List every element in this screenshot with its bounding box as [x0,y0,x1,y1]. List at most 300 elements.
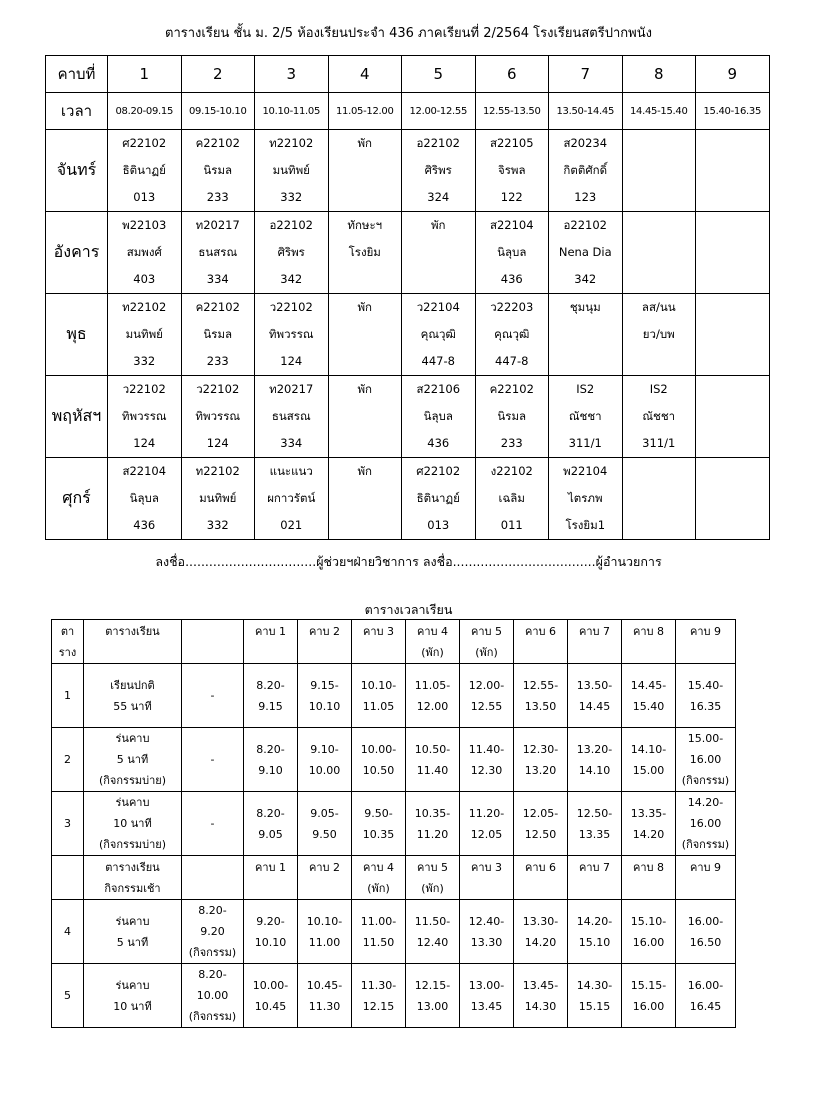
time-line: 11.00- [360,914,397,928]
time-line: 13.35 [578,827,611,841]
class-cell [181,130,255,212]
description-line: 5 นาที [116,935,149,949]
class-cell-line: มนทิพย์ [199,491,237,505]
schedule-row [52,664,736,728]
class-cell-line: ว22104 [416,300,460,314]
day-name: พุธ [46,294,108,376]
period-header [298,620,352,664]
class-cell-line: 447-8 [495,354,529,368]
schedule-number: 2 [52,728,84,792]
time-line: 13.35- [630,806,667,820]
class-cell-line: ส22105 [489,136,534,150]
time-line: 14.20- [687,796,724,809]
time-line: 11.05- [414,678,451,692]
class-cell [328,294,402,376]
activity-line: 8.20- [198,968,227,981]
schedule-row [52,792,736,856]
description-line: 55 นาที [113,699,152,713]
time-line: 12.50 [524,827,557,841]
empty-cell [182,856,244,900]
period-header [460,856,514,900]
period-number: 5 [402,56,476,93]
class-cell [108,130,182,212]
class-cell-line: อ22102 [416,136,460,150]
time-line: 13.50- [576,678,613,692]
class-cell-line: 124 [280,354,303,368]
class-cell [181,294,255,376]
period-header-line: คาบ 8 [632,625,664,638]
class-cell [255,130,329,212]
class-cell-line: 332 [133,354,156,368]
class-cell-line [696,130,769,157]
time-line: 10.50 [362,763,395,777]
time-line: 8.20- [256,678,285,692]
class-cell [402,458,476,540]
time-line: 14.10 [578,763,611,777]
day-row [46,212,770,294]
activity-line: - [210,689,215,702]
table-number-header [52,620,84,664]
period-header-line: (พัก) [475,646,498,659]
time-line: 13.45- [522,978,559,992]
class-cell-line [696,485,769,512]
class-cell-line: ค22102 [195,300,240,314]
period-header-line: คาบ 2 [308,861,340,874]
period-number: 3 [255,56,329,93]
time-cell [298,900,352,964]
time-line: 13.20- [576,742,613,756]
class-cell-line [623,348,696,375]
class-cell-line: 233 [206,354,229,368]
class-cell [181,376,255,458]
class-cell [475,458,549,540]
time-cell [298,728,352,792]
class-cell-line: ศิริพร [424,163,452,177]
class-cell-line: ท22102 [122,300,167,314]
time-cell [406,900,460,964]
period-header-line: คาบ 1 [254,625,286,638]
period-header-line: คาบ 4 [362,861,394,874]
class-cell-line: นิลุบล [423,409,453,423]
class-cell-line: 403 [133,272,156,286]
class-cell [108,458,182,540]
class-cell-line [696,403,769,430]
period-number: 9 [696,56,770,93]
description-line: เรียนปกติ [110,678,155,692]
time-line: 9.50- [364,806,393,820]
class-cell-line [696,348,769,375]
time-cell [514,964,568,1028]
class-cell [696,212,770,294]
class-cell [475,130,549,212]
class-cell-line: ยว/บพ [642,327,675,341]
class-cell-line [329,157,402,184]
class-cell-line [696,294,769,321]
time-line: 11.40 [416,763,449,777]
class-cell [255,376,329,458]
period-header-line: (พัก) [367,882,390,895]
activity-line: 9.20 [200,925,225,938]
class-cell-line: พัก [430,218,446,232]
time-line: 14.20 [632,827,665,841]
time-cell [622,728,676,792]
class-cell [255,458,329,540]
class-cell-line: พัก [357,382,373,396]
class-cell-line [696,157,769,184]
time-cell [514,792,568,856]
period-number: 2 [181,56,255,93]
period-header-row [46,56,770,93]
time-line: 9.50 [312,827,337,841]
class-cell-line: ว22102 [269,300,313,314]
class-cell-line: มนทิพย์ [272,163,310,177]
time-line: (กิจกรรม) [681,838,730,851]
time-line: 9.10- [310,742,339,756]
time-line: 10.10 [308,699,341,713]
time-cell [352,792,406,856]
time-line: 13.30- [522,914,559,928]
period-time: 12.00-12.55 [402,93,476,130]
class-cell-line [329,321,402,348]
class-cell-line: 334 [206,272,229,286]
class-cell-line: ว22102 [122,382,166,396]
schedule-row [52,964,736,1028]
class-cell-line [623,239,696,266]
schedule-header [84,856,182,900]
time-cell [568,900,622,964]
class-cell-line: ค22102 [195,136,240,150]
period-header [406,856,460,900]
time-line: 16.35 [689,699,722,713]
time-cell [676,964,736,1028]
activity-cell [182,728,244,792]
class-cell-line: ส20234 [563,136,608,150]
class-cell-line: ไตรภพ [567,491,603,505]
period-time: 12.55-13.50 [475,93,549,130]
class-cell-line: 013 [133,190,156,204]
time-line: 10.45 [254,999,287,1013]
time-line: 10.10- [360,678,397,692]
class-cell [622,130,696,212]
class-cell-line: จิรพล [497,163,526,177]
schedule-row [52,728,736,792]
time-line: 9.15 [258,699,283,713]
class-cell-line: อ22102 [269,218,313,232]
time-line: 11.50- [414,914,451,928]
period-header-line: คาบ 1 [254,861,286,874]
class-cell [549,212,623,294]
class-cell-line: ทิพวรรณ [195,409,241,423]
time-line: 16.00- [687,914,724,928]
schedule-description [84,728,182,792]
time-cell [676,792,736,856]
time-cell [622,900,676,964]
period-time-table [51,619,736,1028]
period-time: 15.40-16.35 [696,93,770,130]
time-line: 10.00 [308,763,341,777]
description-line: 10 นาที [113,999,152,1013]
class-cell-line [549,321,622,348]
time-line: 10.00- [360,742,397,756]
time-line: 12.30- [522,742,559,756]
class-cell [475,212,549,294]
class-cell-line: 013 [427,518,450,532]
class-cell [622,376,696,458]
time-cell [406,664,460,728]
time-cell [352,900,406,964]
class-cell-line: ว22102 [196,382,240,396]
class-cell-line [623,212,696,239]
class-cell-line [329,403,402,430]
period-time: 08.20-09.15 [108,93,182,130]
period-header [352,856,406,900]
class-cell [108,212,182,294]
morning-activity-header [52,856,736,900]
class-cell-line: 334 [280,436,303,450]
class-cell [549,458,623,540]
time-line: 11.20 [416,827,449,841]
day-name: ศุกร์ [46,458,108,540]
class-cell-line: เฉลิม [498,491,525,505]
class-cell [402,376,476,458]
class-cell-line: 311/1 [642,436,676,450]
schedule-description [84,900,182,964]
period-header [622,856,676,900]
class-cell-line: คุณวุฒิ [494,327,530,341]
time-line: 16.50 [689,935,722,949]
time-line: 9.05- [310,806,339,820]
class-cell-line: นิรมล [203,327,233,341]
time-line: 12.05- [522,806,559,820]
class-cell-line: นิลุบล [497,245,527,259]
class-cell-line: 436 [133,518,156,532]
class-cell-line [623,512,696,539]
time-line: 10.00- [252,978,289,992]
period-header-line: คาบ 5 [470,625,502,638]
period-header-label: คาบที่ [46,56,108,93]
time-cell [352,964,406,1028]
time-line: 15.10 [578,935,611,949]
header-line: ตา [60,625,75,638]
time-cell [514,728,568,792]
time-cell [298,664,352,728]
class-cell-line: 332 [206,518,229,532]
time-line: 15.15 [578,999,611,1013]
description-line: ร่นคาบ [115,796,150,809]
time-cell [244,728,298,792]
time-line: 10.35- [414,806,451,820]
day-name: พฤหัสฯ [46,376,108,458]
schedule-description [84,964,182,1028]
time-cell [244,664,298,728]
period-time: 13.50-14.45 [549,93,623,130]
time-line: 13.00 [416,999,449,1013]
time-line: 12.55- [522,678,559,692]
class-cell-line: ทิพวรรณ [121,409,167,423]
day-row [46,458,770,540]
description-line: (กิจกรรมบ่าย) [98,774,167,787]
time-line: 12.50- [576,806,613,820]
signature-line: ลงชื่อ.................................ผู้ช่วยฯฝ่ายวิชาการ ลงชื่อ....................................ผู้อำนวยการ [155,554,662,569]
time-cell [460,664,514,728]
class-cell-line: ณัชชา [642,409,676,423]
class-cell-line: นิรมล [203,163,233,177]
class-cell-line: 311/1 [568,436,602,450]
class-cell [696,294,770,376]
period-header-line: คาบ 3 [362,625,394,638]
class-cell-line: มนทิพย์ [125,327,163,341]
class-timetable [45,55,770,540]
class-cell-line: ส22106 [416,382,461,396]
class-cell-line: กิตติศักดิ์ [563,163,608,177]
class-cell-line: ศ22102 [122,136,167,150]
time-line: 13.30 [470,935,503,949]
class-cell-line: 342 [280,272,303,286]
class-cell [108,294,182,376]
period-header [460,620,514,664]
time-line: 12.40 [416,935,449,949]
time-line: 14.30- [576,978,613,992]
class-cell-line: ชุมนุม [569,300,601,314]
class-cell-line [329,430,402,457]
class-cell-line: ท22102 [269,136,314,150]
class-cell-line: ท20217 [269,382,314,396]
time-line: 10.10 [254,935,287,949]
period-time: 10.10-11.05 [255,93,329,130]
class-cell-line: ส22104 [489,218,534,232]
period-header [244,856,298,900]
time-line: 14.10- [630,742,667,756]
time-cell [460,792,514,856]
activity-line: - [210,817,215,830]
class-cell-line: คุณวุฒิ [420,327,456,341]
period-table-header [52,620,736,664]
period-time: 09.15-10.10 [181,93,255,130]
class-cell-line: Nena Dia [558,245,612,259]
time-cell [622,792,676,856]
activity-cell [182,964,244,1028]
time-cell [352,728,406,792]
class-cell-line: โรงยิม [348,245,381,259]
time-line: 14.30 [524,999,557,1013]
time-line: 10.50- [414,742,451,756]
period-header-line: คาบ 7 [578,625,610,638]
time-line: 15.15- [630,978,667,992]
class-cell-line: พัก [357,300,373,314]
class-cell [622,458,696,540]
class-cell-line: แนะแนว [269,464,313,478]
time-cell [298,792,352,856]
class-cell-line [402,266,475,293]
time-line: 11.05 [362,699,395,713]
period-header-line: คาบ 3 [470,861,502,874]
description-line: ร่นคาบ [115,732,150,745]
time-line: 16.00 [632,935,665,949]
time-line: 9.20- [256,914,285,928]
time-line: 16.00 [689,753,722,766]
period-header [406,620,460,664]
class-cell [696,376,770,458]
class-cell-line [696,212,769,239]
class-cell-line [329,184,402,211]
time-line: 9.15- [310,678,339,692]
description-line: ร่นคาบ [115,914,150,928]
class-cell-line [329,485,402,512]
class-cell-line: ค22102 [489,382,534,396]
time-cell [568,792,622,856]
time-cell [460,728,514,792]
class-cell-line: ง22102 [490,464,533,478]
period-header-line: คาบ 9 [689,625,721,638]
time-line: 11.00 [308,935,341,949]
class-cell-line: ธิตินาฏย์ [122,163,166,177]
time-cell [622,964,676,1028]
class-cell [181,212,255,294]
time-line: 12.00 [416,699,449,713]
period-header-line: คาบ 6 [524,861,556,874]
period-time: 11.05-12.00 [328,93,402,130]
class-cell-line: ณัชชา [568,409,602,423]
class-cell-line [623,157,696,184]
class-cell-line [402,239,475,266]
class-cell-line: พ22103 [122,218,167,232]
time-cell [406,792,460,856]
time-line: 10.10- [306,914,343,928]
class-cell-line: ศิริพร [277,245,305,259]
class-cell-line [696,376,769,403]
schedule-description [84,664,182,728]
time-line: 13.00- [468,978,505,992]
class-cell [475,376,549,458]
time-line: 11.30- [360,978,397,992]
class-cell-line [696,321,769,348]
class-cell-line [329,266,402,293]
class-cell [622,294,696,376]
time-line: 15.40- [687,678,724,692]
time-cell [676,664,736,728]
time-line: 12.30 [470,763,503,777]
class-cell [108,376,182,458]
schedule-description [84,792,182,856]
period-header [244,620,298,664]
activity-cell [182,664,244,728]
time-line: 12.00- [468,678,505,692]
time-line: 16.45 [689,999,722,1013]
class-cell-line: ว22203 [490,300,534,314]
time-cell [568,964,622,1028]
period-header [676,620,736,664]
class-cell-line: อ22102 [563,218,607,232]
time-line: 12.05 [470,827,503,841]
description-line: 5 นาที [116,753,149,766]
description-line: (กิจกรรมบ่าย) [98,838,167,851]
time-header-label: เวลา [46,93,108,130]
class-cell-line [623,130,696,157]
class-cell [549,376,623,458]
class-cell-line: ลส/นน [641,300,676,314]
time-line: 12.55 [470,699,503,713]
activity-line: - [210,753,215,766]
period-number: 6 [475,56,549,93]
time-line: (กิจกรรม) [681,774,730,787]
time-line: 14.20- [576,914,613,928]
class-cell-line: นิลุบล [129,491,159,505]
day-name: อังคาร [46,212,108,294]
class-cell-line: 124 [206,436,229,450]
class-cell [549,130,623,212]
time-line: 11.30 [308,999,341,1013]
class-cell-line: นิรมล [497,409,527,423]
